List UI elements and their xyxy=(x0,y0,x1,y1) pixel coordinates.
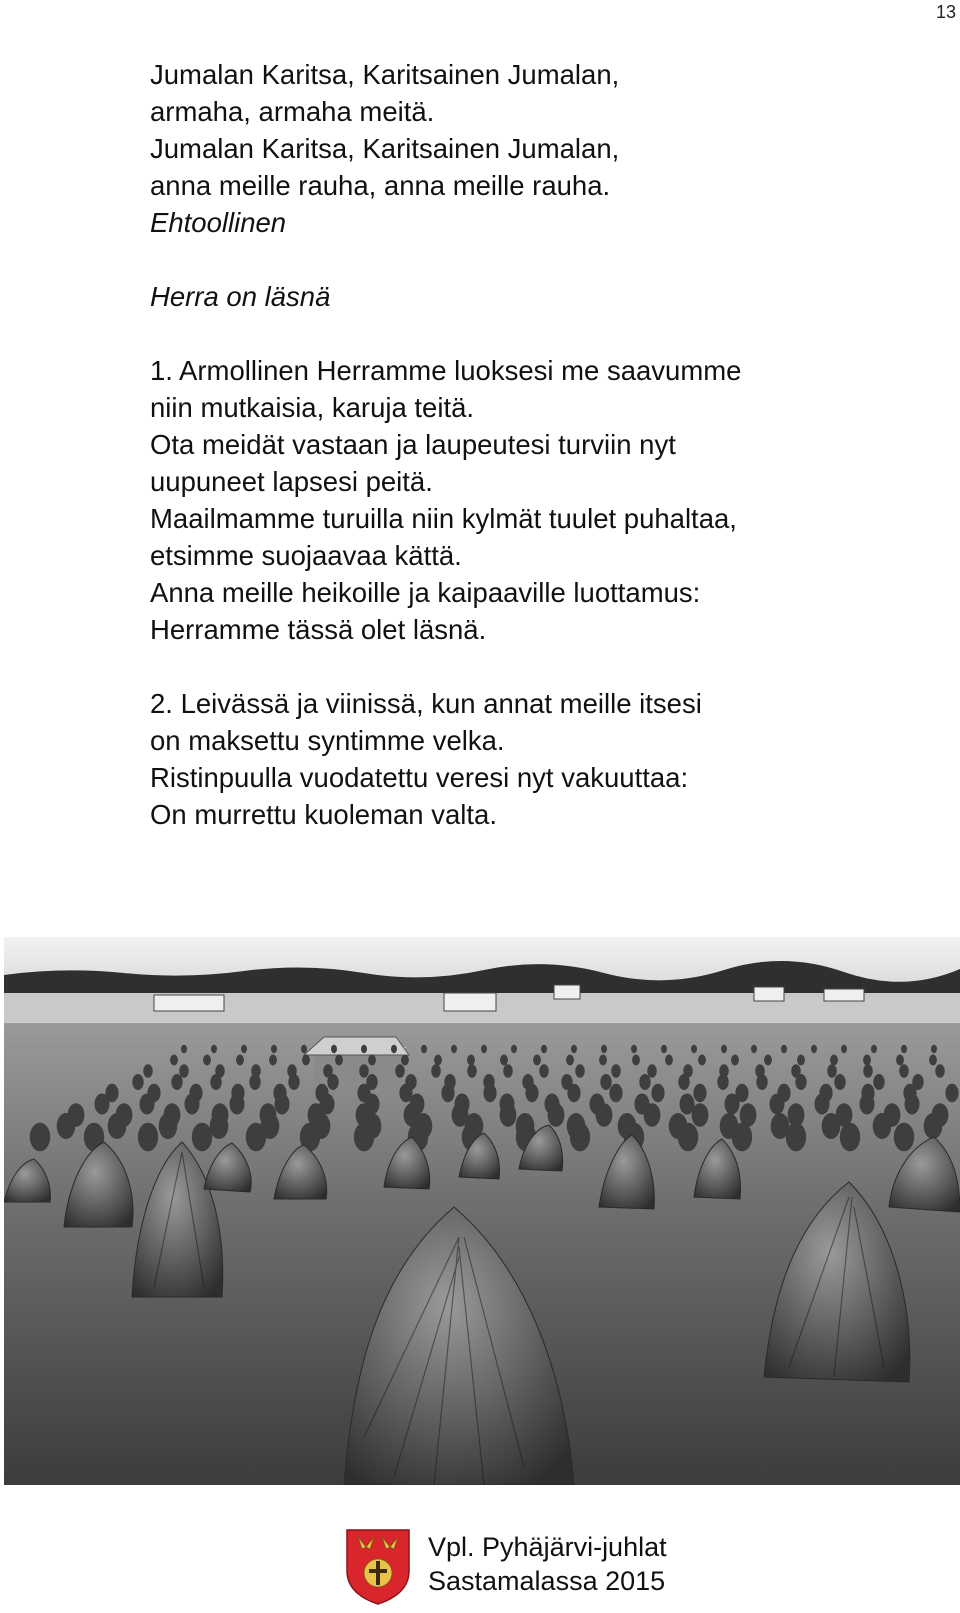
blank-line xyxy=(150,241,930,278)
haystack-shape xyxy=(692,1103,709,1127)
haystack-shape xyxy=(678,1123,698,1152)
haystack-shape xyxy=(571,1045,577,1053)
haystack-shape xyxy=(901,1045,907,1053)
section-heading: Herra on läsnä xyxy=(150,281,331,312)
haystack-shape xyxy=(751,1045,757,1053)
text-line: Maailmamme turuilla niin kylmät tuulet puhaltaa, xyxy=(150,503,737,534)
haystack-shape xyxy=(288,1074,299,1090)
haystack-shape xyxy=(249,1074,260,1090)
haystack-shape xyxy=(822,1113,841,1139)
haystack-shape xyxy=(483,1084,496,1102)
text-line: Ristinpuulla vuodatettu veresi nyt vakuuttaa: xyxy=(150,762,689,793)
haystack-shape xyxy=(873,1074,884,1090)
haystack-shape xyxy=(600,1074,611,1090)
hymn-text xyxy=(150,56,930,833)
haystack-shape xyxy=(236,1055,244,1066)
text-line: Ota meidät vastaan ja laupeutesi turviin nyt xyxy=(150,429,676,460)
haystack-shape xyxy=(95,1094,110,1115)
haystack-shape xyxy=(575,1064,585,1077)
haystack-shape xyxy=(185,1094,200,1115)
haystack-shape xyxy=(764,1055,772,1066)
haystack-shape xyxy=(840,1123,860,1152)
blank-line xyxy=(150,648,930,685)
haystack-shape xyxy=(732,1123,752,1152)
haystack-shape xyxy=(811,1045,817,1053)
haystack-shape xyxy=(756,1074,767,1090)
haystack-shape xyxy=(159,1113,178,1139)
haystack-shape xyxy=(434,1055,442,1066)
haystack-shape xyxy=(863,1064,873,1077)
haystack-shape xyxy=(899,1064,909,1077)
haystack-shape xyxy=(860,1094,875,1115)
text-line: Jumalan Karitsa, Karitsainen Jumalan, xyxy=(150,133,620,164)
haystack-shape xyxy=(368,1055,376,1066)
haystack-shape xyxy=(570,1123,590,1152)
haystack-shape xyxy=(359,1064,369,1077)
haystack-shape xyxy=(132,1074,143,1090)
haystack-shape xyxy=(361,1045,367,1053)
text-line: uupuneet lapsesi peitä. xyxy=(150,466,433,497)
haystack-shape xyxy=(786,1123,806,1152)
footer-line-2: Sastamalassa 2015 xyxy=(428,1566,666,1596)
haystack-shape xyxy=(210,1113,229,1139)
haystack-shape xyxy=(57,1113,76,1139)
haystack-shape xyxy=(567,1084,580,1102)
haystack-shape xyxy=(611,1064,621,1077)
haystack-shape xyxy=(525,1084,538,1102)
haystack-shape xyxy=(770,1094,785,1115)
haystack-shape xyxy=(661,1045,667,1053)
haystack-shape xyxy=(599,1055,607,1066)
haystack-shape xyxy=(717,1074,728,1090)
haystack-shape xyxy=(395,1064,405,1077)
haystack-shape xyxy=(391,1045,397,1053)
haystack-shape xyxy=(894,1123,914,1152)
haystack-shape xyxy=(841,1045,847,1053)
barn xyxy=(304,1037,409,1083)
haystack-shape xyxy=(140,1094,155,1115)
haystack-shape xyxy=(302,1055,310,1066)
haystack-shape xyxy=(275,1094,290,1115)
text-line: Jumalan Karitsa, Karitsainen Jumalan, xyxy=(150,59,620,90)
haystack-shape xyxy=(481,1045,487,1053)
haystack-shape xyxy=(246,1123,266,1152)
haystack-shape xyxy=(421,1045,427,1053)
haystack-shape xyxy=(441,1084,454,1102)
haystack-shape xyxy=(203,1055,211,1066)
haystack-shape xyxy=(301,1045,307,1053)
haystack-shape xyxy=(354,1123,374,1152)
haystack-shape xyxy=(795,1074,806,1090)
coat-of-arms-logo xyxy=(344,1527,412,1605)
haystack-shape xyxy=(871,1045,877,1053)
haystack-shape xyxy=(691,1045,697,1053)
haystack-shape xyxy=(797,1055,805,1066)
haystack-shape xyxy=(179,1064,189,1077)
text-line: on maksettu syntimme velka. xyxy=(150,725,505,756)
haystack-shape xyxy=(500,1055,508,1066)
haystack-shape xyxy=(678,1074,689,1090)
text-line: Herramme tässä olet läsnä. xyxy=(150,614,487,645)
text-line: Anna meille heikoille ja kaipaaville luottamus: xyxy=(150,577,701,608)
haystack-shape xyxy=(931,1045,937,1053)
haystack-shape xyxy=(905,1094,920,1115)
haystack-shape xyxy=(830,1055,838,1066)
haystack-shape xyxy=(533,1055,541,1066)
text-line: anna meille rauha, anna meille rauha. xyxy=(150,170,611,201)
haystack-shape xyxy=(170,1055,178,1066)
haystack-shape xyxy=(503,1064,513,1077)
section-heading: Ehtoollinen xyxy=(150,207,287,238)
haystack-shape xyxy=(924,1113,943,1139)
haystack-shape xyxy=(143,1064,153,1077)
haystack-shape xyxy=(269,1055,277,1066)
haystack-shape xyxy=(30,1123,50,1152)
text-line: etsimme suojaavaa kättä. xyxy=(150,540,462,571)
haystack-field-photo xyxy=(4,937,960,1485)
haystack-shape xyxy=(230,1094,245,1115)
blank-line xyxy=(150,315,930,352)
haystack-shape xyxy=(171,1074,182,1090)
haystack-shape xyxy=(721,1045,727,1053)
text-line: 1. Armollinen Herramme luoksesi me saavumme xyxy=(150,355,742,386)
text-line: 2. Leivässä ja viinissä, kun annat meille itsesi xyxy=(150,688,702,719)
haystack-shape xyxy=(644,1103,661,1127)
haystack-shape xyxy=(271,1045,277,1053)
haystack-shape xyxy=(541,1045,547,1053)
haystack-shape xyxy=(539,1064,549,1077)
haystack-shape xyxy=(665,1055,673,1066)
haystack-shape xyxy=(241,1045,247,1053)
haystack-shape xyxy=(834,1074,845,1090)
haystack-shape xyxy=(632,1055,640,1066)
haystack-shape xyxy=(601,1045,607,1053)
haystack-shape xyxy=(731,1055,739,1066)
footer-caption xyxy=(428,1530,667,1598)
haystack-shape xyxy=(192,1123,212,1152)
haystack-shape xyxy=(639,1074,650,1090)
haystack-shape xyxy=(651,1084,664,1102)
text-line: niin mutkaisia, karuja teitä. xyxy=(150,392,475,423)
text-line: On murrettu kuoleman valta. xyxy=(150,799,497,830)
haystack-shape xyxy=(210,1074,221,1090)
haystack-shape xyxy=(945,1084,958,1102)
haystack-shape xyxy=(431,1064,441,1077)
haystack-shape xyxy=(548,1103,565,1127)
haystack-shape xyxy=(935,1064,945,1077)
footer-line-1: Vpl. Pyhäjärvi-juhlat xyxy=(428,1532,667,1562)
haystack-shape xyxy=(609,1084,622,1102)
haystack-shape xyxy=(596,1103,613,1127)
haystack-shape xyxy=(873,1113,892,1139)
haystack-shape xyxy=(511,1045,517,1053)
photo-svg xyxy=(4,937,960,1485)
haystack-shape xyxy=(108,1113,127,1139)
haystack-shape xyxy=(698,1055,706,1066)
haystack-shape xyxy=(500,1103,517,1127)
haystack-shape xyxy=(566,1055,574,1066)
haystack-shape xyxy=(631,1045,637,1053)
haystack-shape xyxy=(327,1074,338,1090)
haystack-shape xyxy=(815,1094,830,1115)
haystack-shape xyxy=(467,1055,475,1066)
haystack-shape xyxy=(138,1123,158,1152)
haystack-shape xyxy=(693,1084,706,1102)
haystack-shape xyxy=(181,1045,187,1053)
page-number: 13 xyxy=(935,2,956,22)
haystack-shape xyxy=(863,1055,871,1066)
haystack-shape xyxy=(467,1064,477,1077)
haystack-shape xyxy=(335,1055,343,1066)
haystack-shape xyxy=(211,1045,217,1053)
haystack-shape xyxy=(451,1045,457,1053)
haystack-shape xyxy=(929,1055,937,1066)
haystack-shape xyxy=(647,1064,657,1077)
haystack-shape xyxy=(331,1045,337,1053)
text-line: armaha, armaha meitä. xyxy=(150,96,435,127)
haystack-shape xyxy=(896,1055,904,1066)
haystack-shape xyxy=(781,1045,787,1053)
haystack-shape xyxy=(725,1094,740,1115)
haystack-shape xyxy=(827,1064,837,1077)
haystack-shape xyxy=(401,1055,409,1066)
